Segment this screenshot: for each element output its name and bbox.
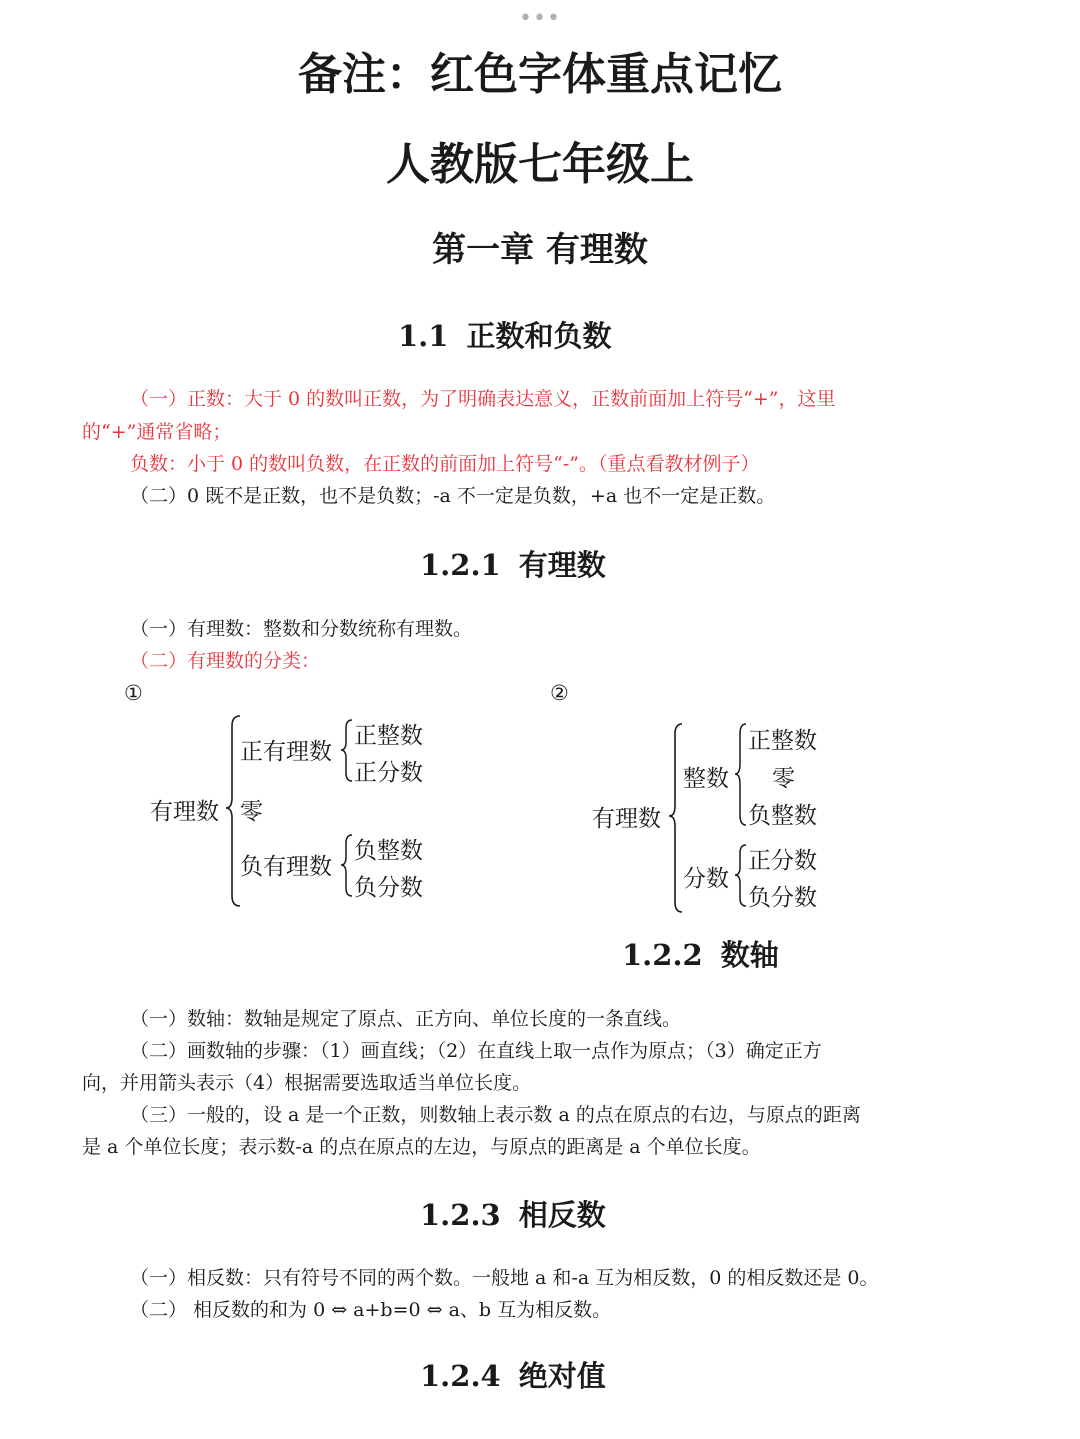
tree2-zero: 零 <box>772 766 795 792</box>
tree2-integer-brace <box>735 724 746 825</box>
number-line-general-line2: 是 a 个单位长度；表示数-a 的点在原点的左边，与原点的距离是 a 个单位长度。 <box>82 1136 761 1158</box>
tree1-positive-integer: 正整数 <box>354 723 423 749</box>
tree2-root-brace <box>669 724 682 912</box>
number-line-general-line1: （三）一般的，设 a 是一个正数，则数轴上表示数 a 的点在原点的右边，与原点的距离 <box>130 1104 861 1126</box>
section-number: 1.2.2 <box>622 938 703 972</box>
opposite-definition: （一）相反数：只有符号不同的两个数。一般地 a 和-a 互为相反数，0 的相反数还是 0。 <box>130 1267 879 1289</box>
tree1-negative-fraction: 负分数 <box>354 875 423 901</box>
section-number: 1.2.4 <box>420 1359 501 1393</box>
tree2-fraction: 分数 <box>683 866 729 892</box>
tree1-root: 有理数 <box>150 799 219 825</box>
classification-heading: （二）有理数的分类： <box>130 650 321 672</box>
section-name: 相反数 <box>518 1198 606 1232</box>
positive-definition-line2: 的“+”通常省略； <box>82 421 232 443</box>
tree1-negative-integer: 负整数 <box>354 838 423 864</box>
number-line-steps-line1: （二）画数轴的步骤：（1）画直线；（2）在直线上取一点作为原点；（3）确定正方 <box>130 1040 822 1062</box>
tree2-positive-integer: 正整数 <box>748 728 817 754</box>
section-number: 1.1 <box>398 319 449 353</box>
zero-note: （二）0 既不是正数，也不是负数；-a 不一定是负数，+a 也不一定是正数。 <box>130 485 776 507</box>
negative-definition: 负数：小于 0 的数叫负数，在正数的前面加上符号“-”。（重点看教材例子） <box>130 453 760 475</box>
tree1-positive-brace <box>341 720 352 781</box>
tree1-root-brace <box>226 716 240 906</box>
section-heading-1-2-1 <box>420 543 606 584</box>
section-name: 数轴 <box>720 938 779 972</box>
tree1-positive-rational: 正有理数 <box>240 739 332 765</box>
section-name: 绝对值 <box>518 1359 606 1393</box>
chapter-title: 第一章 有理数 <box>432 230 648 270</box>
tree2-negative-integer: 负整数 <box>748 803 817 829</box>
opposite-sum-rule: （二） 相反数的和为 0 ⇔ a+b=0 ⇔ a、b 互为相反数。 <box>130 1299 612 1321</box>
tree2-integer: 整数 <box>683 766 729 792</box>
section-number: 1.2.3 <box>420 1198 501 1232</box>
section-heading-1-1 <box>398 314 611 355</box>
section-heading-1-2-2 <box>622 933 779 974</box>
section-name: 有理数 <box>518 548 606 582</box>
note-title: 备注：红色字体重点记忆 <box>298 49 782 100</box>
tree1-zero: 零 <box>240 799 263 825</box>
section-number: 1.2.1 <box>420 548 501 582</box>
section-heading-1-2-3 <box>420 1193 606 1234</box>
diagram-marker-2: ② <box>550 681 569 705</box>
tree1-positive-fraction: 正分数 <box>354 760 423 786</box>
drag-handle-dots[interactable]: ••• <box>519 6 561 31</box>
section-heading-1-2-4 <box>420 1354 606 1395</box>
number-line-steps-line2: 向，并用箭头表示（4）根据需要选取适当单位长度。 <box>82 1072 532 1094</box>
book-title: 人教版七年级上 <box>386 139 694 190</box>
rational-definition: （一）有理数：整数和分数统称有理数。 <box>130 618 473 640</box>
tree2-fraction-brace <box>735 845 746 906</box>
tree2-root: 有理数 <box>592 806 661 832</box>
number-line-definition: （一）数轴：数轴是规定了原点、正方向、单位长度的一条直线。 <box>130 1008 682 1030</box>
tree1-negative-rational: 负有理数 <box>240 854 332 880</box>
tree2-positive-fraction: 正分数 <box>748 848 817 874</box>
diagram-marker-1: ① <box>124 681 143 705</box>
positive-definition-line1: （一）正数：大于 0 的数叫正数，为了明确表达意义，正数前面加上符号“+”，这里 <box>130 388 836 410</box>
tree1-negative-brace <box>341 835 352 896</box>
section-name: 正数和负数 <box>466 319 612 353</box>
tree2-negative-fraction: 负分数 <box>748 885 817 911</box>
